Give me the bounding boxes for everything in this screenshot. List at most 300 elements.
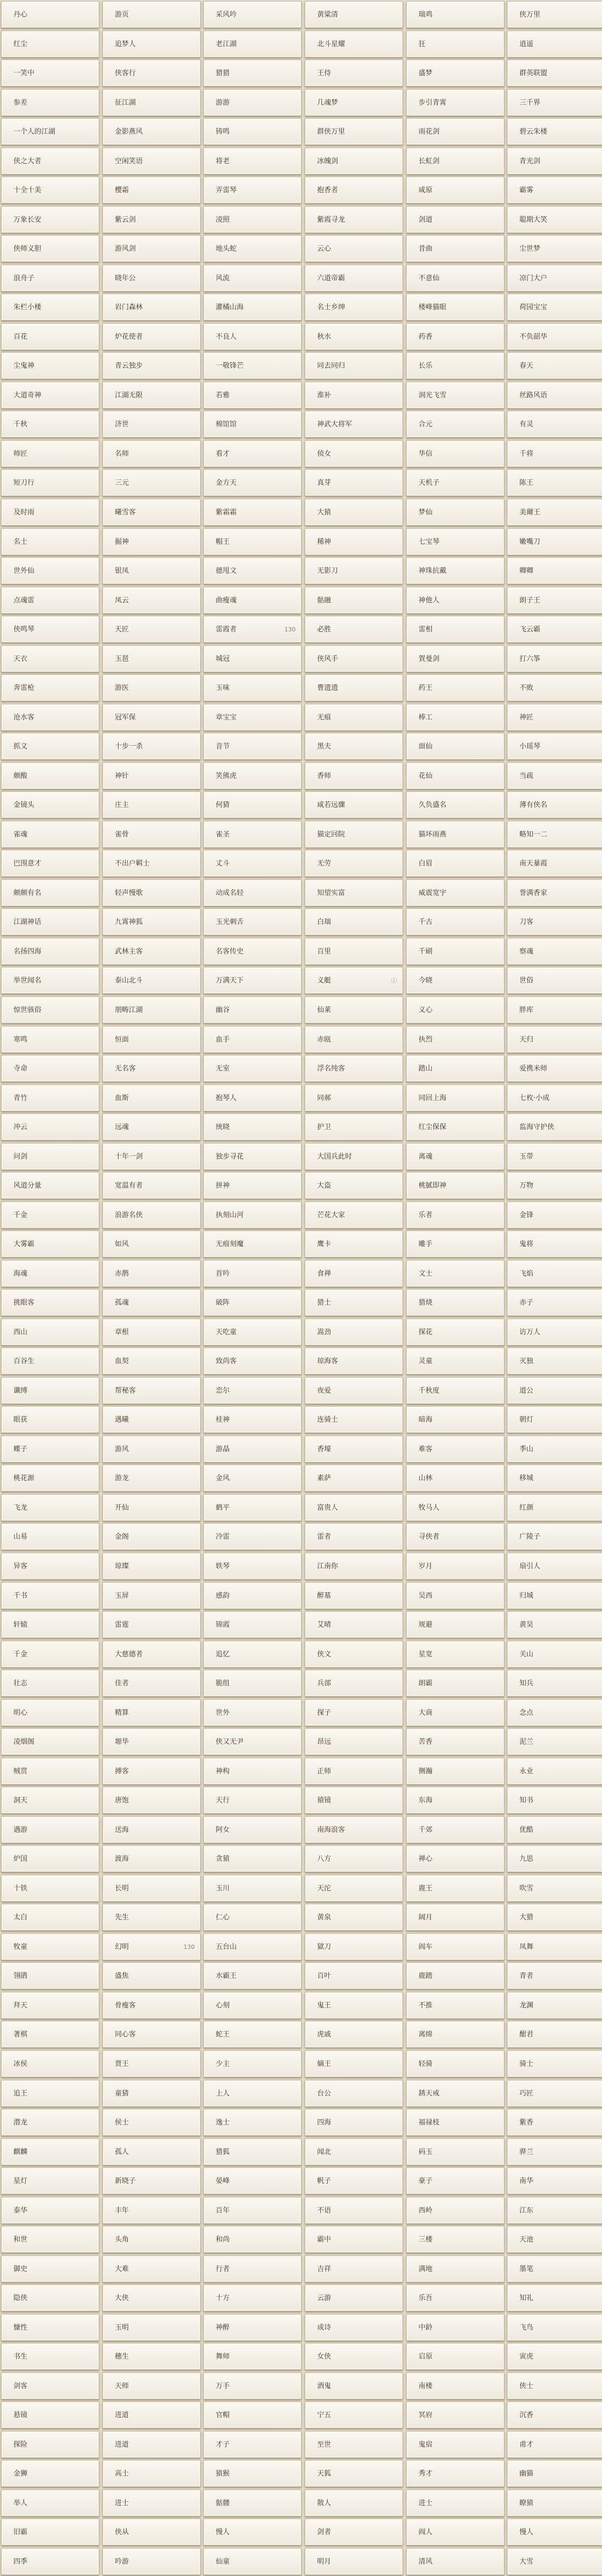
title-tile[interactable] <box>507 440 602 467</box>
title-tile[interactable] <box>102 1787 201 1814</box>
title-tile[interactable] <box>507 2284 602 2311</box>
title-tile[interactable] <box>507 1289 602 1316</box>
title-tile[interactable] <box>203 2255 302 2282</box>
title-tile[interactable] <box>305 616 403 643</box>
title-tile[interactable] <box>102 2021 201 2048</box>
title-tile[interactable] <box>406 996 504 1023</box>
title-tile[interactable] <box>203 235 302 262</box>
title-tile[interactable] <box>406 2138 504 2165</box>
title-tile[interactable] <box>305 1904 403 1931</box>
title-tile[interactable] <box>507 2490 602 2516</box>
title-tile[interactable] <box>203 60 302 86</box>
title-tile[interactable] <box>203 1553 302 1580</box>
title-tile[interactable] <box>507 1611 602 1638</box>
title-tile[interactable] <box>1 440 99 467</box>
title-tile[interactable] <box>203 1611 302 1638</box>
title-tile[interactable] <box>102 2109 201 2136</box>
title-tile[interactable] <box>507 1523 602 1550</box>
title-tile[interactable] <box>1 148 99 174</box>
title-tile[interactable] <box>203 1494 302 1521</box>
title-tile[interactable] <box>305 1085 403 1111</box>
title-tile[interactable] <box>406 2548 504 2575</box>
title-tile[interactable] <box>1 499 99 526</box>
title-tile[interactable] <box>507 2197 602 2224</box>
title-tile[interactable] <box>203 2080 302 2107</box>
title-tile[interactable] <box>1 1962 99 1989</box>
title-tile[interactable] <box>1 791 99 818</box>
title-tile[interactable] <box>305 587 403 614</box>
title-tile[interactable] <box>406 2021 504 2048</box>
title-tile[interactable] <box>102 791 201 818</box>
title-tile[interactable] <box>203 1933 302 1960</box>
title-tile[interactable] <box>305 2109 403 2136</box>
title-tile[interactable] <box>1 2080 99 2107</box>
title-tile[interactable] <box>406 1436 504 1462</box>
title-tile[interactable] <box>305 967 403 994</box>
title-tile[interactable] <box>1 1904 99 1931</box>
title-tile[interactable] <box>203 2373 302 2399</box>
title-tile[interactable] <box>305 791 403 818</box>
title-tile[interactable] <box>406 879 504 906</box>
title-tile[interactable] <box>406 1758 504 1785</box>
title-tile[interactable] <box>1 2138 99 2165</box>
title-tile[interactable] <box>305 2431 403 2458</box>
title-tile[interactable] <box>1 382 99 409</box>
title-tile[interactable] <box>102 31 201 57</box>
title-tile[interactable] <box>1 2431 99 2458</box>
title-tile[interactable] <box>102 2255 201 2282</box>
title-tile[interactable] <box>1 2490 99 2516</box>
title-tile[interactable] <box>305 879 403 906</box>
title-tile[interactable] <box>203 557 302 584</box>
title-tile[interactable] <box>102 938 201 965</box>
title-tile[interactable] <box>406 938 504 965</box>
title-tile[interactable] <box>507 791 602 818</box>
title-tile[interactable] <box>305 1436 403 1462</box>
title-tile[interactable] <box>507 1085 602 1111</box>
title-tile[interactable] <box>406 616 504 643</box>
title-tile[interactable] <box>1 1816 99 1843</box>
title-tile[interactable] <box>507 235 602 262</box>
title-tile[interactable] <box>203 616 302 643</box>
title-tile[interactable] <box>507 1553 602 1580</box>
title-tile[interactable] <box>305 1348 403 1374</box>
title-tile[interactable] <box>406 2080 504 2107</box>
title-tile[interactable] <box>1 2226 99 2253</box>
title-tile[interactable] <box>507 352 602 379</box>
title-tile[interactable] <box>1 1523 99 1550</box>
title-tile[interactable] <box>507 1348 602 1374</box>
title-tile[interactable] <box>102 1962 201 1989</box>
title-tile[interactable] <box>305 1202 403 1228</box>
title-tile[interactable] <box>1 850 99 877</box>
title-tile[interactable] <box>305 1728 403 1755</box>
title-tile[interactable] <box>507 616 602 643</box>
title-tile[interactable] <box>507 996 602 1023</box>
title-tile[interactable] <box>406 1670 504 1697</box>
title-tile[interactable] <box>507 821 602 848</box>
title-tile[interactable] <box>507 2343 602 2370</box>
title-tile[interactable] <box>406 821 504 848</box>
title-tile[interactable] <box>1 1728 99 1755</box>
title-tile[interactable] <box>406 1728 504 1755</box>
title-tile[interactable] <box>1 2109 99 2136</box>
title-tile[interactable] <box>102 2138 201 2165</box>
title-tile[interactable] <box>203 2021 302 2048</box>
title-tile[interactable] <box>102 1348 201 1374</box>
title-tile[interactable] <box>406 2373 504 2399</box>
title-tile[interactable] <box>203 148 302 174</box>
title-tile[interactable] <box>406 89 504 116</box>
title-tile[interactable] <box>1 1377 99 1404</box>
title-tile[interactable] <box>406 1406 504 1433</box>
title-tile[interactable] <box>507 1787 602 1814</box>
title-tile[interactable] <box>1 177 99 203</box>
title-tile[interactable] <box>102 60 201 86</box>
title-tile[interactable] <box>1 1933 99 1960</box>
title-tile[interactable] <box>406 1787 504 1814</box>
title-tile[interactable] <box>203 352 302 379</box>
title-tile[interactable] <box>102 499 201 526</box>
title-tile[interactable] <box>406 1377 504 1404</box>
title-tile[interactable] <box>305 1523 403 1550</box>
title-tile[interactable] <box>102 1231 201 1257</box>
title-tile[interactable] <box>305 528 403 555</box>
title-tile[interactable] <box>305 1 403 28</box>
title-tile[interactable] <box>507 2519 602 2545</box>
title-tile[interactable] <box>102 967 201 994</box>
title-tile[interactable] <box>1 821 99 848</box>
title-tile[interactable] <box>507 1816 602 1843</box>
title-tile[interactable] <box>406 1231 504 1257</box>
title-tile[interactable] <box>1 206 99 233</box>
title-tile[interactable] <box>203 967 302 994</box>
title-tile[interactable] <box>203 674 302 701</box>
title-tile[interactable] <box>406 1143 504 1170</box>
title-tile[interactable] <box>102 2519 201 2545</box>
title-tile[interactable] <box>406 2226 504 2253</box>
title-tile[interactable] <box>102 206 201 233</box>
title-tile[interactable] <box>203 1319 302 1345</box>
title-tile[interactable] <box>1 1319 99 1345</box>
title-tile[interactable] <box>305 148 403 174</box>
title-tile[interactable] <box>507 1758 602 1785</box>
title-tile[interactable] <box>507 908 602 935</box>
title-tile[interactable] <box>102 1114 201 1140</box>
title-tile[interactable] <box>406 1582 504 1609</box>
title-tile[interactable] <box>305 382 403 409</box>
title-tile[interactable] <box>102 1670 201 1697</box>
title-tile[interactable] <box>305 323 403 350</box>
title-tile[interactable] <box>305 1143 403 1170</box>
title-tile[interactable] <box>406 645 504 672</box>
title-tile[interactable] <box>203 1260 302 1287</box>
title-tile[interactable] <box>305 2226 403 2253</box>
title-tile[interactable] <box>1 528 99 555</box>
title-tile[interactable] <box>406 2109 504 2136</box>
title-tile[interactable] <box>305 440 403 467</box>
title-tile[interactable] <box>305 1992 403 2019</box>
title-tile[interactable] <box>507 850 602 877</box>
title-tile[interactable] <box>102 1992 201 2019</box>
title-tile[interactable] <box>406 148 504 174</box>
title-tile[interactable] <box>102 2284 201 2311</box>
title-tile[interactable] <box>507 118 602 145</box>
title-tile[interactable] <box>305 118 403 145</box>
title-tile[interactable] <box>305 499 403 526</box>
title-tile[interactable] <box>507 148 602 174</box>
title-tile[interactable] <box>305 1319 403 1345</box>
title-tile[interactable] <box>406 1904 504 1931</box>
title-tile[interactable] <box>406 733 504 760</box>
title-tile[interactable] <box>102 1085 201 1111</box>
title-tile[interactable] <box>102 1143 201 1170</box>
title-tile[interactable] <box>102 1377 201 1404</box>
title-tile[interactable] <box>507 2109 602 2136</box>
title-tile[interactable] <box>102 1260 201 1287</box>
title-tile[interactable] <box>102 2548 201 2575</box>
title-tile[interactable] <box>305 938 403 965</box>
title-tile[interactable] <box>406 1699 504 1726</box>
title-tile[interactable] <box>305 557 403 584</box>
title-tile[interactable] <box>1 352 99 379</box>
title-tile[interactable] <box>406 1465 504 1491</box>
title-tile[interactable] <box>1 1085 99 1111</box>
title-tile[interactable] <box>507 1260 602 1287</box>
title-tile[interactable] <box>305 1641 403 1668</box>
title-tile[interactable] <box>102 587 201 614</box>
title-tile[interactable] <box>203 1670 302 1697</box>
title-tile[interactable] <box>203 1699 302 1726</box>
title-tile[interactable] <box>102 2080 201 2107</box>
title-tile[interactable] <box>507 411 602 438</box>
title-tile[interactable] <box>507 1845 602 1872</box>
title-tile[interactable] <box>203 2314 302 2341</box>
title-tile[interactable] <box>102 996 201 1023</box>
title-tile[interactable] <box>102 1611 201 1638</box>
title-tile[interactable] <box>406 294 504 321</box>
title-tile[interactable] <box>203 469 302 496</box>
title-tile[interactable] <box>406 1319 504 1345</box>
title-tile[interactable] <box>305 2343 403 2370</box>
title-tile[interactable] <box>305 265 403 292</box>
title-tile[interactable] <box>203 323 302 350</box>
title-tile[interactable] <box>507 2138 602 2165</box>
title-tile[interactable] <box>406 1172 504 1199</box>
title-tile[interactable] <box>1 704 99 731</box>
title-tile[interactable] <box>406 2050 504 2077</box>
title-tile[interactable] <box>102 1875 201 1902</box>
title-tile[interactable] <box>1 2373 99 2399</box>
title-tile[interactable] <box>1 1670 99 1697</box>
title-tile[interactable] <box>203 2197 302 2224</box>
title-tile[interactable] <box>203 265 302 292</box>
title-tile[interactable] <box>406 1523 504 1550</box>
title-tile[interactable] <box>305 1787 403 1814</box>
title-tile[interactable] <box>1 235 99 262</box>
title-tile[interactable] <box>102 1523 201 1550</box>
title-tile[interactable] <box>406 1055 504 1082</box>
title-tile[interactable] <box>305 2373 403 2399</box>
title-tile[interactable] <box>102 323 201 350</box>
title-tile[interactable] <box>1 1787 99 1814</box>
title-tile[interactable] <box>305 2460 403 2487</box>
title-tile[interactable] <box>102 1436 201 1462</box>
title-tile[interactable] <box>406 60 504 86</box>
title-tile[interactable] <box>1 1436 99 1462</box>
title-tile[interactable] <box>406 1026 504 1053</box>
title-tile[interactable] <box>203 2138 302 2165</box>
title-tile[interactable] <box>406 967 504 994</box>
title-tile[interactable] <box>305 31 403 57</box>
title-tile[interactable] <box>102 1845 201 1872</box>
title-tile[interactable] <box>406 411 504 438</box>
title-tile[interactable] <box>305 850 403 877</box>
title-tile[interactable] <box>102 148 201 174</box>
title-tile[interactable] <box>203 2226 302 2253</box>
title-tile[interactable] <box>102 265 201 292</box>
title-tile[interactable] <box>406 2402 504 2428</box>
title-tile[interactable] <box>1 294 99 321</box>
title-tile[interactable] <box>406 557 504 584</box>
title-tile[interactable] <box>406 499 504 526</box>
title-tile[interactable] <box>203 1 302 28</box>
title-tile[interactable] <box>203 1962 302 1989</box>
title-tile[interactable] <box>305 206 403 233</box>
title-tile[interactable] <box>305 1114 403 1140</box>
title-tile[interactable] <box>406 2197 504 2224</box>
title-tile[interactable] <box>102 1202 201 1228</box>
title-tile[interactable] <box>507 587 602 614</box>
title-tile[interactable] <box>406 528 504 555</box>
title-tile[interactable] <box>305 1289 403 1316</box>
title-tile[interactable] <box>1 616 99 643</box>
title-tile[interactable] <box>102 908 201 935</box>
title-tile[interactable] <box>102 1172 201 1199</box>
title-tile[interactable] <box>305 821 403 848</box>
title-tile[interactable] <box>203 1816 302 1843</box>
title-tile[interactable] <box>507 2314 602 2341</box>
title-tile[interactable] <box>102 1406 201 1433</box>
title-tile[interactable] <box>1 1553 99 1580</box>
title-tile[interactable] <box>305 294 403 321</box>
title-tile[interactable] <box>305 2167 403 2194</box>
title-tile[interactable] <box>203 1202 302 1228</box>
title-tile[interactable] <box>507 2226 602 2253</box>
title-tile[interactable] <box>507 1319 602 1345</box>
title-tile[interactable] <box>102 2402 201 2428</box>
title-tile[interactable] <box>406 908 504 935</box>
title-tile[interactable] <box>507 1172 602 1199</box>
title-tile[interactable] <box>507 1904 602 1931</box>
title-tile[interactable] <box>305 1875 403 1902</box>
title-tile[interactable] <box>406 2284 504 2311</box>
title-tile[interactable] <box>203 996 302 1023</box>
title-tile[interactable] <box>102 645 201 672</box>
title-tile[interactable] <box>1 1289 99 1316</box>
title-tile[interactable] <box>1 2255 99 2282</box>
title-tile[interactable] <box>203 850 302 877</box>
title-tile[interactable] <box>203 118 302 145</box>
title-tile[interactable] <box>102 1026 201 1053</box>
title-tile[interactable] <box>507 1699 602 1726</box>
title-tile[interactable] <box>102 89 201 116</box>
title-tile[interactable] <box>102 2167 201 2194</box>
title-tile[interactable] <box>507 1582 602 1609</box>
title-tile[interactable] <box>507 2373 602 2399</box>
title-tile[interactable] <box>203 440 302 467</box>
title-tile[interactable] <box>1 1845 99 1872</box>
title-tile[interactable] <box>507 177 602 203</box>
title-tile[interactable] <box>203 2343 302 2370</box>
title-tile[interactable] <box>1 1465 99 1491</box>
title-tile[interactable] <box>1 762 99 789</box>
title-tile[interactable] <box>102 1 201 28</box>
title-tile[interactable] <box>203 1377 302 1404</box>
title-tile[interactable] <box>203 1436 302 1462</box>
title-tile[interactable] <box>203 1641 302 1668</box>
title-tile[interactable] <box>1 265 99 292</box>
title-tile[interactable] <box>203 499 302 526</box>
title-tile[interactable] <box>507 382 602 409</box>
title-tile[interactable] <box>203 2431 302 2458</box>
title-tile[interactable] <box>1 645 99 672</box>
title-tile[interactable] <box>507 2548 602 2575</box>
title-tile[interactable] <box>102 294 201 321</box>
title-tile[interactable] <box>406 704 504 731</box>
title-tile[interactable] <box>406 323 504 350</box>
title-tile[interactable] <box>203 2519 302 2545</box>
title-tile[interactable] <box>1 557 99 584</box>
title-tile[interactable] <box>507 1 602 28</box>
title-tile[interactable] <box>102 382 201 409</box>
title-tile[interactable] <box>507 2255 602 2282</box>
title-tile[interactable] <box>203 89 302 116</box>
title-tile[interactable] <box>203 908 302 935</box>
title-tile[interactable] <box>203 821 302 848</box>
title-tile[interactable] <box>305 352 403 379</box>
title-tile[interactable] <box>406 762 504 789</box>
title-tile[interactable] <box>406 1845 504 1872</box>
title-tile[interactable] <box>507 206 602 233</box>
title-tile[interactable] <box>406 587 504 614</box>
title-tile[interactable] <box>305 1055 403 1082</box>
title-tile[interactable] <box>102 528 201 555</box>
title-tile[interactable] <box>1 411 99 438</box>
title-tile[interactable] <box>507 1143 602 1170</box>
title-tile[interactable] <box>1 2021 99 2048</box>
title-tile[interactable] <box>507 1728 602 1755</box>
title-tile[interactable] <box>1 1055 99 1082</box>
title-tile[interactable] <box>1 2548 99 2575</box>
title-tile[interactable] <box>1 2314 99 2341</box>
title-tile[interactable] <box>1 469 99 496</box>
title-tile[interactable] <box>507 645 602 672</box>
title-tile[interactable] <box>507 879 602 906</box>
title-tile[interactable] <box>102 2460 201 2487</box>
title-tile[interactable] <box>102 879 201 906</box>
title-tile[interactable] <box>1 1202 99 1228</box>
title-tile[interactable] <box>507 1641 602 1668</box>
title-tile[interactable] <box>507 1202 602 1228</box>
title-tile[interactable] <box>203 294 302 321</box>
title-tile[interactable] <box>507 469 602 496</box>
title-tile[interactable] <box>406 1553 504 1580</box>
title-tile[interactable] <box>507 323 602 350</box>
title-tile[interactable] <box>406 235 504 262</box>
title-tile[interactable] <box>507 1933 602 1960</box>
title-tile[interactable] <box>507 2431 602 2458</box>
